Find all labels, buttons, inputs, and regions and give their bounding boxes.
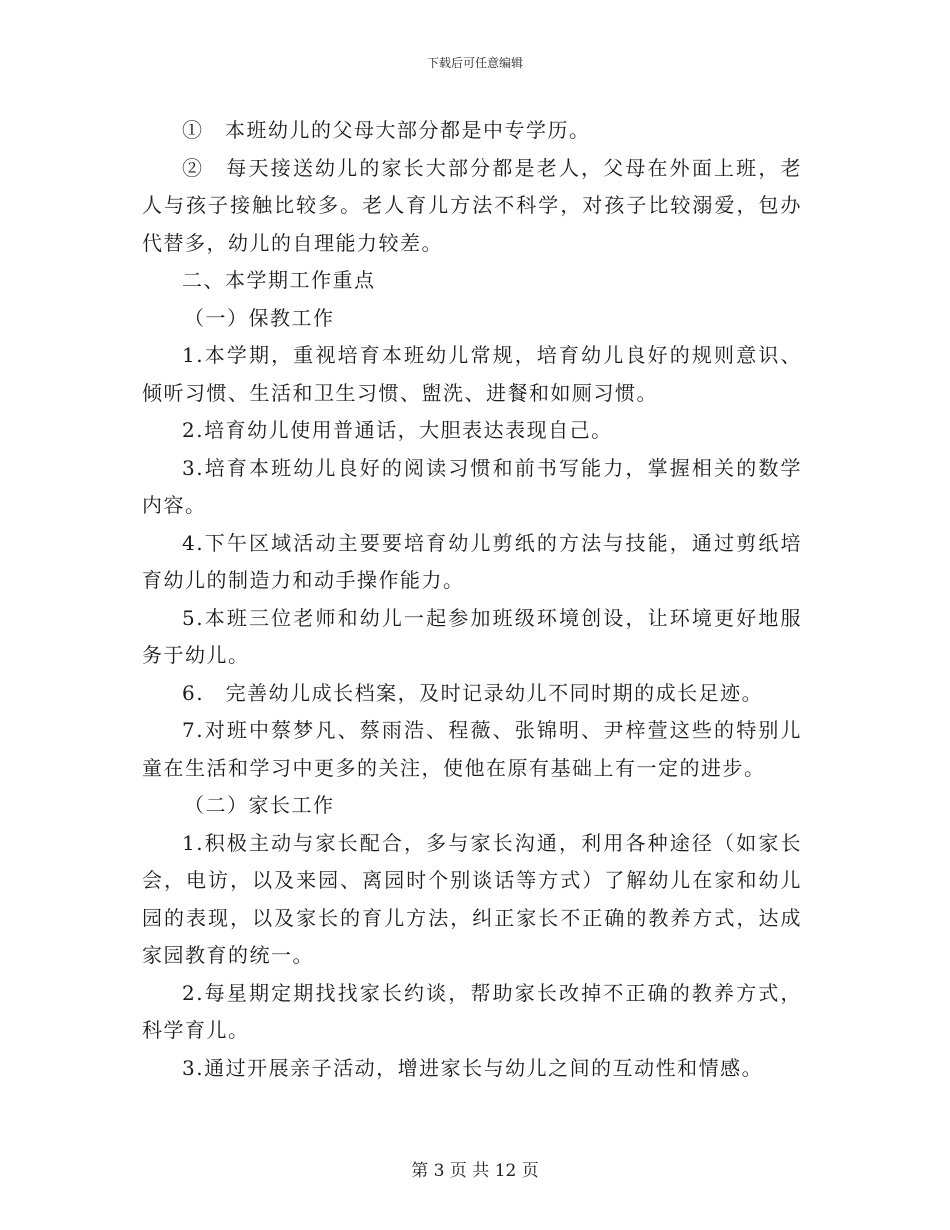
- page-header-note: 下载后可任意编辑: [426, 56, 523, 70]
- page-number-footer: 第 3 页 共 12 页: [411, 1161, 539, 1181]
- document-body: [142, 112, 802, 1087]
- list-item-parent-1: 1.积极主动与家长配合，多与家长沟通，利用各种途径（如家长会，电访，以及来园、离园时个别谈话等方式）了解幼儿在家和幼儿园的表现，以及家长的育儿方法，纠正家长不正确的教养方式，达成家园教育的统一。: [142, 830, 802, 967]
- paragraph-parents-education: ① 本班幼儿的父母大部分都是中专学历。: [182, 118, 591, 142]
- list-item-care-5: 5.本班三位老师和幼儿一起参加班级环境创设，让环境更好地服务于幼儿。: [142, 605, 802, 667]
- list-item-care-7: 7.对班中蔡梦凡、蔡雨浩、程薇、张锦明、尹梓萱这些的特别儿童在生活和学习中更多的关注，使他在原有基础上有一定的进步。: [142, 718, 802, 780]
- list-item-care-3: 3.培育本班幼儿良好的阅读习惯和前书写能力，掌握相关的数学内容。: [142, 455, 802, 517]
- list-item-care-1: 1.本学期，重视培育本班幼儿常规，培育幼儿良好的规则意识、倾听习惯、生活和卫生习惯、盥洗、进餐和如厕习惯。: [142, 343, 802, 405]
- list-item-parent-2: 2.每星期定期找找家长约谈，帮助家长改掉不正确的教养方式，科学育儿。: [142, 980, 802, 1042]
- list-item-care-4: 4.下午区域活动主要要培育幼儿剪纸的方法与技能，通过剪纸培育幼儿的制造力和动手操作能力。: [142, 530, 802, 592]
- subsection-heading-care-education: （一）保教工作: [184, 305, 335, 330]
- list-item-parent-3: 3.通过开展亲子活动，增进家长与幼儿之间的互动性和情感。: [182, 1055, 764, 1080]
- list-item-care-2: 2.培育幼儿使用普通话，大胆表达表现自己。: [182, 418, 613, 442]
- subsection-heading-parent-work: （二）家长工作: [184, 793, 335, 817]
- section-heading-key-work: 二、本学期工作重点: [182, 268, 376, 292]
- paragraph-grandparents-care: ② 每天接送幼儿的家长大部分都是老人，父母在外面上班，老人与孩子接触比较多。老人育儿方法不科学，对孩子比较溺爱，包办代替多，幼儿的自理能力较差。: [142, 155, 802, 255]
- list-item-care-6: 6. 完善幼儿成长档案，及时记录幼儿不同时期的成长足迹。: [182, 680, 764, 705]
